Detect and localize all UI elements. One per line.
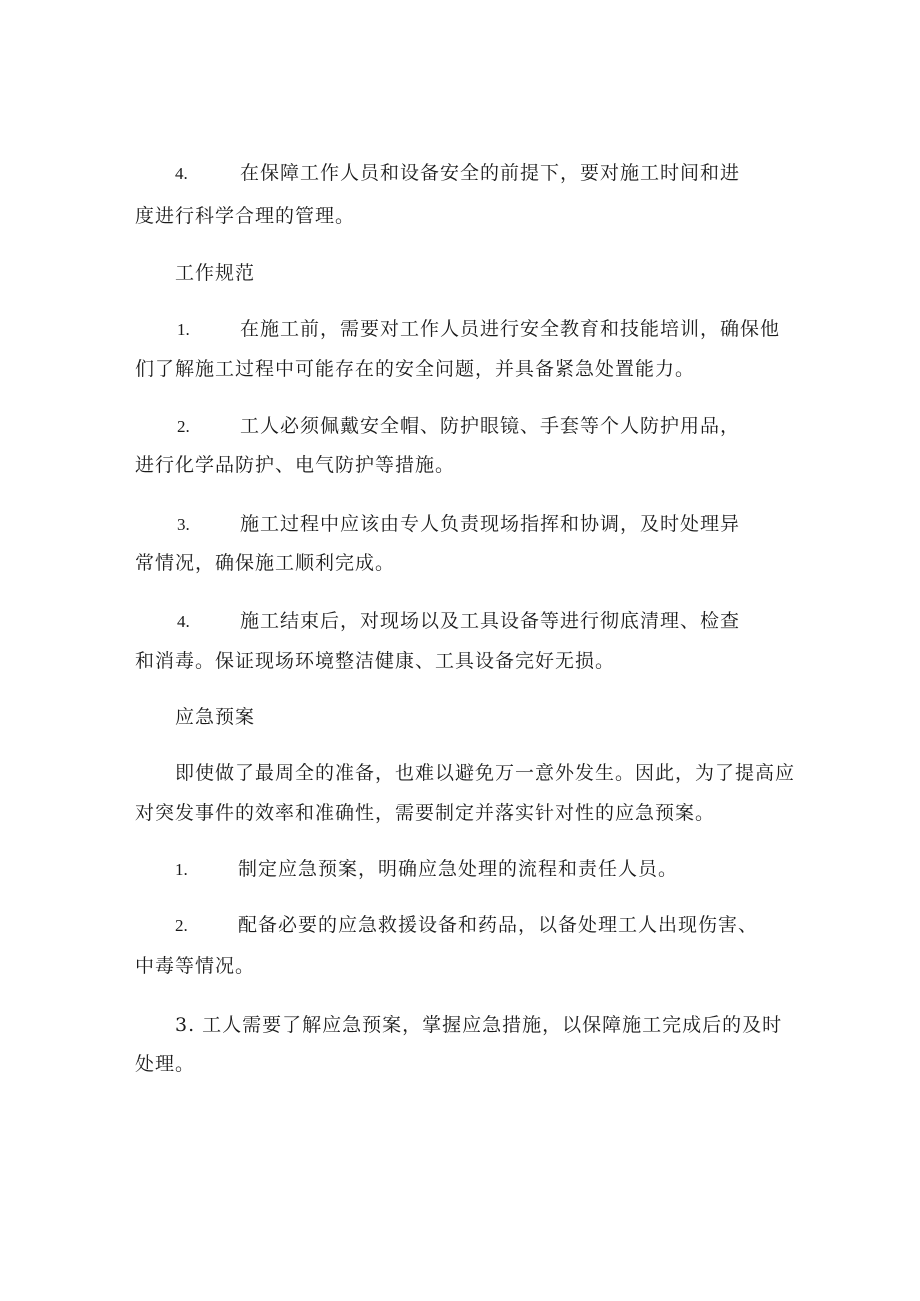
list-item-text: 工人必须佩戴安全帽、防护眼镜、手套等个人防护用品， — [240, 415, 741, 437]
list-item-text: 处理。 — [135, 1053, 196, 1075]
section-heading: 应急预案 — [175, 706, 256, 728]
list-item-text: 度进行科学合理的管理。 — [135, 205, 356, 227]
list-number: 2. — [175, 916, 188, 935]
list-number: 3. — [177, 515, 190, 534]
list-number: 4. — [175, 164, 188, 183]
list-item-text: 们了解施工过程中可能存在的安全问题，并具备紧急处置能力。 — [135, 358, 696, 380]
list-number: 1. — [175, 860, 188, 879]
list-number: 1. — [177, 320, 190, 339]
list-item-text: 中毒等情况。 — [135, 955, 256, 977]
list-item-text: 进行化学品防护、电气防护等措施。 — [135, 454, 456, 476]
list-number: 4. — [177, 612, 190, 631]
list-item-text: 常情况，确保施工顺利完成。 — [135, 552, 396, 574]
list-item-text: 施工过程中应该由专人负责现场指挥和协调，及时处理异 — [240, 513, 741, 535]
list-item-text: 3. 工人需要了解应急预案，掌握应急措施，以保障施工完成后的及时 — [175, 1014, 783, 1036]
list-item-text: 制定应急预案，明确应急处理的流程和责任人员。 — [238, 858, 679, 880]
paragraph-text: 对突发事件的效率和准确性，需要制定并落实针对性的应急预案。 — [135, 802, 716, 824]
list-item-text: 在施工前，需要对工作人员进行安全教育和技能培训，确保他 — [240, 318, 781, 340]
list-number: 2. — [177, 417, 190, 436]
paragraph-text: 即使做了最周全的准备，也难以避免万一意外发生。因此，为了提高应 — [175, 762, 796, 784]
section-heading: 工作规范 — [175, 262, 256, 284]
list-item-text: 和消毒。保证现场环境整洁健康、工具设备完好无损。 — [135, 650, 616, 672]
list-item-text: 施工结束后，对现场以及工具设备等进行彻底清理、检查 — [240, 610, 741, 632]
list-item-text: 在保障工作人员和设备安全的前提下，要对施工时间和进 — [240, 162, 741, 184]
list-item-text: 配备必要的应急救援设备和药品，以备处理工人出现伤害、 — [238, 914, 759, 936]
